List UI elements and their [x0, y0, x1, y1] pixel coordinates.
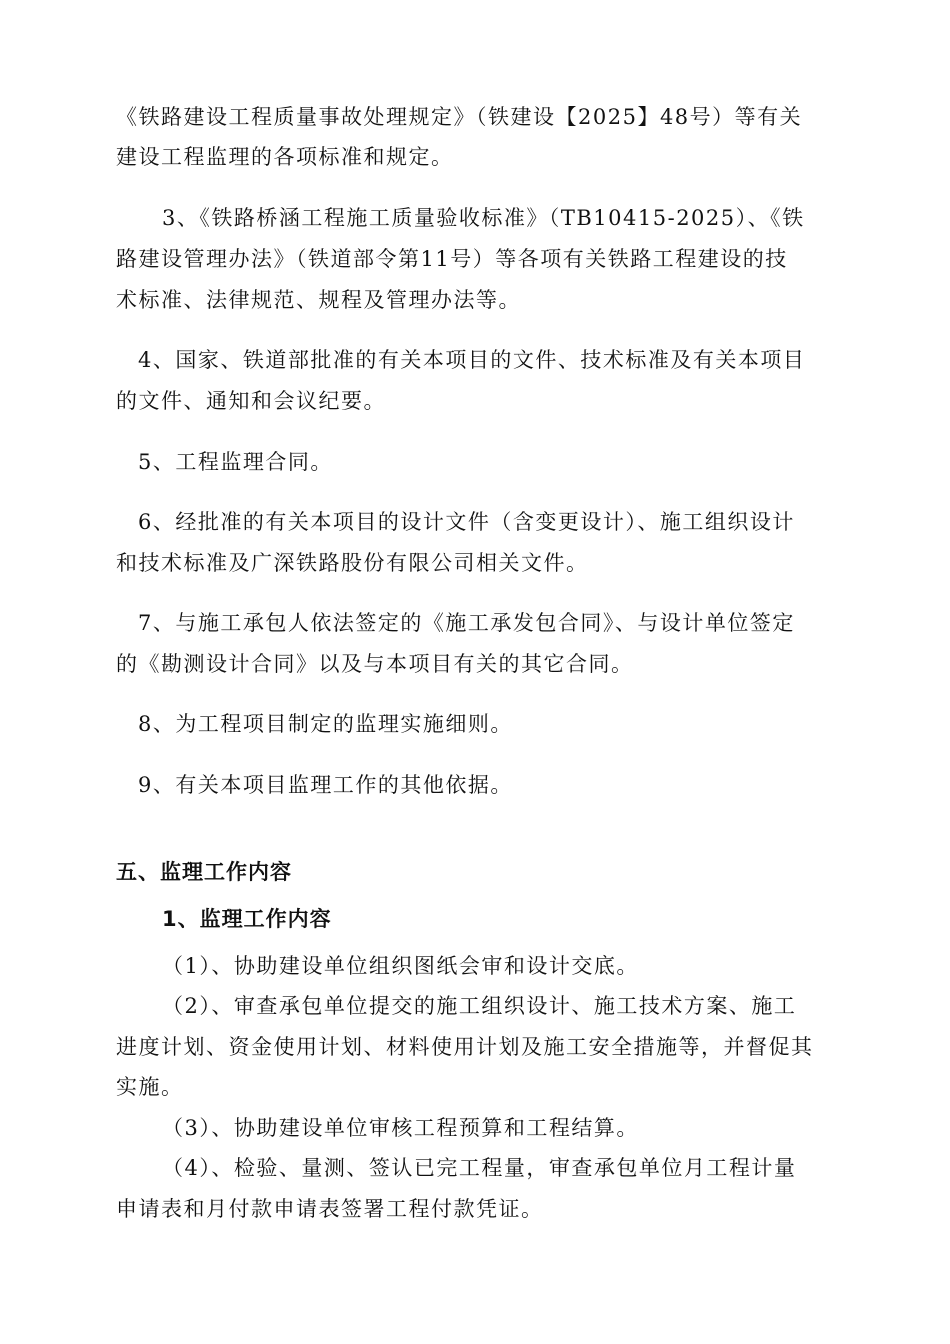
list-item-3-line-3: 术标准、法律规范、规程及管理办法等。 [116, 288, 521, 312]
list-item-7-line-2: 的《勘测设计合同》以及与本项目有关的其它合同。 [116, 652, 634, 676]
text-line-2: 建设工程监理的各项标准和规定。 [116, 145, 454, 169]
subsection-heading-1: 1、监理工作内容 [162, 907, 332, 931]
list-item-8: 8、为工程项目制定的监理实施细则。 [138, 712, 513, 736]
list-item-7-line-1: 7、与施工承包人依法签定的《施工承发包合同》、与设计单位签定 [138, 611, 795, 635]
text-line-1: 《铁路建设工程质量事故处理规定》（铁建设【2025】48号）等有关 [116, 105, 803, 129]
list-item-3-line-1: 3、《铁路桥涵工程施工质量验收标准》（TB10415-2025）、《铁 [162, 206, 805, 230]
list-item-6-line-1: 6、经批准的有关本项目的设计文件（含变更设计）、施工组织设计 [138, 510, 795, 534]
content-item-4-line-1: （4）、检验、量测、签认已完工程量，审查承包单位月工程计量 [162, 1156, 797, 1180]
list-item-4-line-1: 4、国家、铁道部批准的有关本项目的文件、技术标准及有关本项目 [138, 348, 806, 372]
section-heading-5: 五、监理工作内容 [116, 860, 292, 884]
content-item-1: （1）、协助建设单位组织图纸会审和设计交底。 [162, 954, 639, 978]
list-item-9: 9、有关本项目监理工作的其他依据。 [138, 773, 513, 797]
content-item-2-line-2: 进度计划、资金使用计划、材料使用计划及施工安全措施等，并督促其 [116, 1035, 814, 1059]
list-item-5: 5、工程监理合同。 [138, 450, 333, 474]
list-item-4-line-2: 的文件、通知和会议纪要。 [116, 389, 386, 413]
content-item-2-line-1: （2）、审查承包单位提交的施工组织设计、施工技术方案、施工 [162, 994, 797, 1018]
content-item-4-line-2: 申请表和月付款申请表签署工程付款凭证。 [116, 1197, 544, 1221]
list-item-3-line-2: 路建设管理办法》（铁道部令第11号）等各项有关铁路工程建设的技 [116, 247, 788, 271]
content-item-2-line-3: 实施。 [116, 1075, 184, 1099]
list-item-6-line-2: 和技术标准及广深铁路股份有限公司相关文件。 [116, 551, 589, 575]
content-item-3: （3）、协助建设单位审核工程预算和工程结算。 [162, 1116, 639, 1140]
